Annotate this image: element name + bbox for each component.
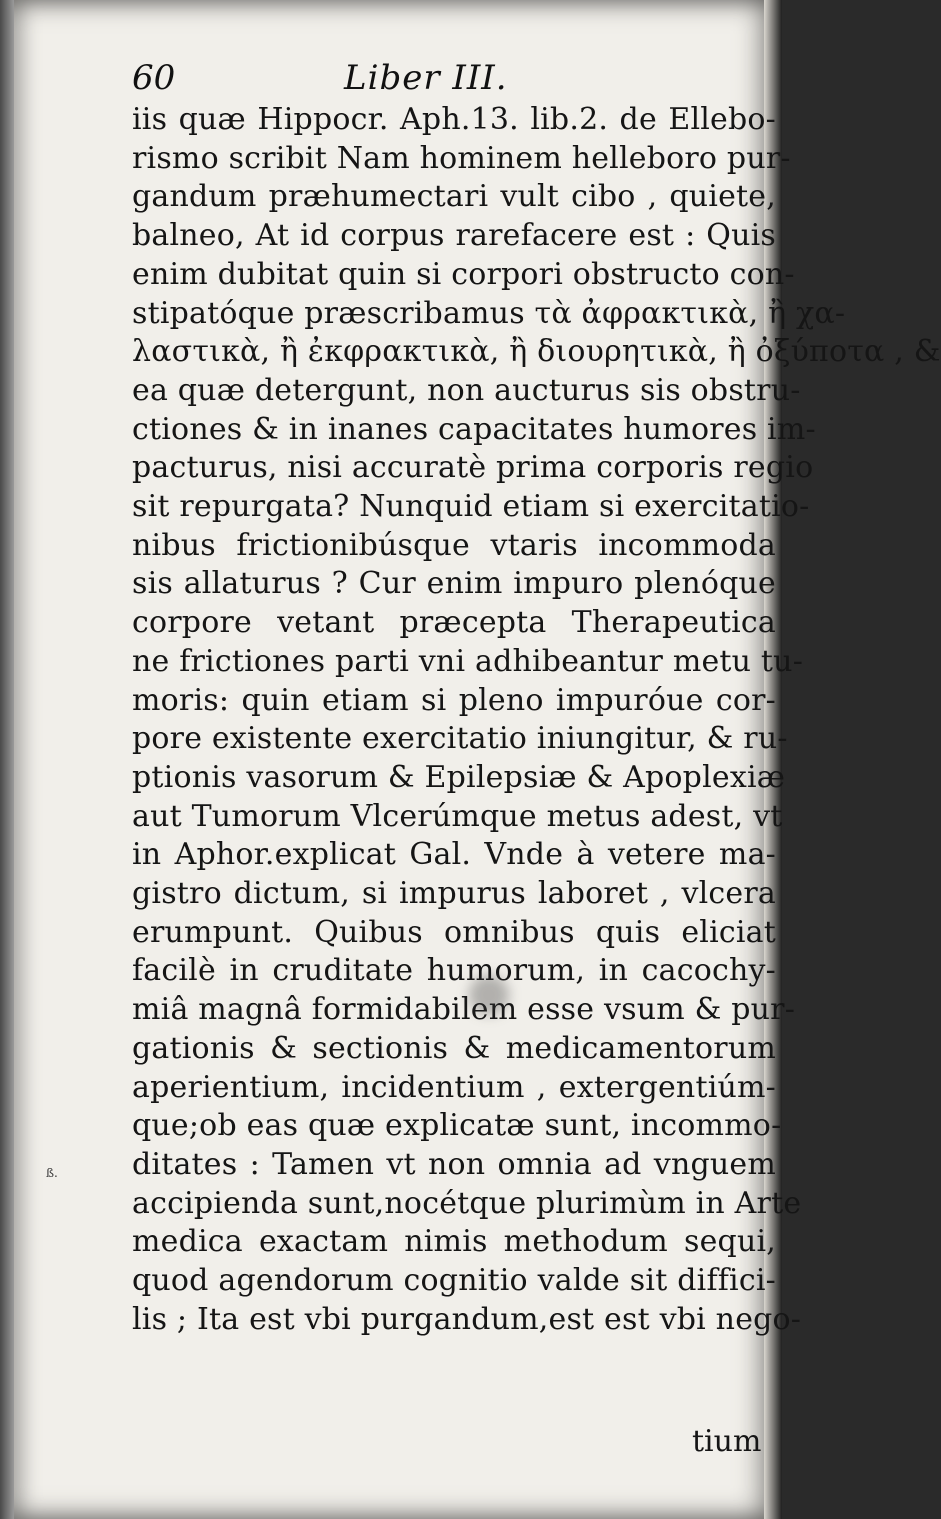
text-line: nibus frictionibúsque vtaris incommoda (132, 527, 776, 563)
book-gutter (0, 0, 14, 1519)
text-line: gandum præhumectari vult cibo , quiete, (132, 179, 776, 215)
text-line: gistro dictum, si impurus laboret , vlcera (132, 876, 776, 912)
text-line: ne frictiones parti vni adhibeantur metu tu- (132, 643, 804, 679)
text-line: gationis & sectionis & medicamentorum (132, 1030, 776, 1066)
text-line: rismo scribit Nam hominem helleboro pur- (132, 140, 791, 176)
page-header (132, 58, 692, 98)
text-line: facilè in cruditate humorum, in cacochy- (132, 953, 776, 989)
text-line: ditates : Tamen vt non omnia ad vnguem (132, 1146, 776, 1182)
text-line: in Aphor.explicat Gal. Vnde à vetere ma- (132, 837, 776, 873)
body-text (132, 101, 941, 1340)
page-number: 60 (132, 58, 176, 98)
text-line: aut Tumorum Vlcerúmque metus adest, vt (132, 798, 783, 834)
text-line: pore existente exercitatio iniungitur, & ru- (132, 721, 788, 757)
margin-mark: ß. (46, 1166, 58, 1180)
text-line: stipatóque præscribamus τὰ ἀφρακτικὰ, ἢ χα- (132, 295, 846, 331)
book-page (14, 0, 941, 1519)
text-line: accipienda sunt,nocétque plurimùm in Arte (132, 1185, 802, 1221)
text-line: enim dubitat quin si corpori obstructo con- (132, 256, 795, 292)
ink-smudge (469, 975, 509, 1015)
text-line: ea quæ detergunt, non aucturus sis obstru- (132, 372, 801, 408)
text-line: quod agendorum cognitio valde sit diffici- (132, 1263, 776, 1299)
text-line: pacturus, nisi accuratè prima corporis regio (132, 450, 814, 486)
text-line: iis quæ Hippocr. Aph.13. lib.2. de Ellebo- (132, 102, 776, 137)
catchword: tium (692, 1424, 762, 1459)
text-line: sit repurgata? Nunquid etiam si exercitatio- (132, 489, 810, 525)
text-line: lis ; Ita est vbi purgandum,est est vbi nego- (132, 1301, 802, 1337)
text-line: moris: quin etiam si pleno impuróue cor- (132, 682, 776, 718)
text-line: miâ magnâ formidabilem esse vsum & pur- (132, 992, 796, 1028)
text-line: corpore vetant præcepta Therapeutica (132, 605, 776, 641)
text-line: erumpunt. Quibus omnibus quis eliciat (132, 914, 776, 950)
text-line: ctiones & in inanes capacitates humores im- (132, 411, 816, 447)
text-line: balneo, At id corpus rarefacere est : Quis (132, 218, 776, 254)
running-title: Liber III. (344, 58, 508, 98)
text-line: λαστικὰ, ἢ ἐκφρακτικὰ, ἢ διουρητικὰ, ἢ ὀξύποτα , & (132, 334, 941, 370)
text-line: medica exactam nimis methodum sequi, (132, 1224, 776, 1260)
text-line: ptionis vasorum & Epilepsiæ & Apoplexiæ (132, 759, 786, 795)
text-line: que;ob eas quæ explicatæ sunt, incommo- (132, 1108, 782, 1144)
text-line: aperientium, incidentium , extergentiúm- (132, 1069, 776, 1105)
text-line: sis allaturus ? Cur enim impuro plenóque (132, 566, 776, 602)
